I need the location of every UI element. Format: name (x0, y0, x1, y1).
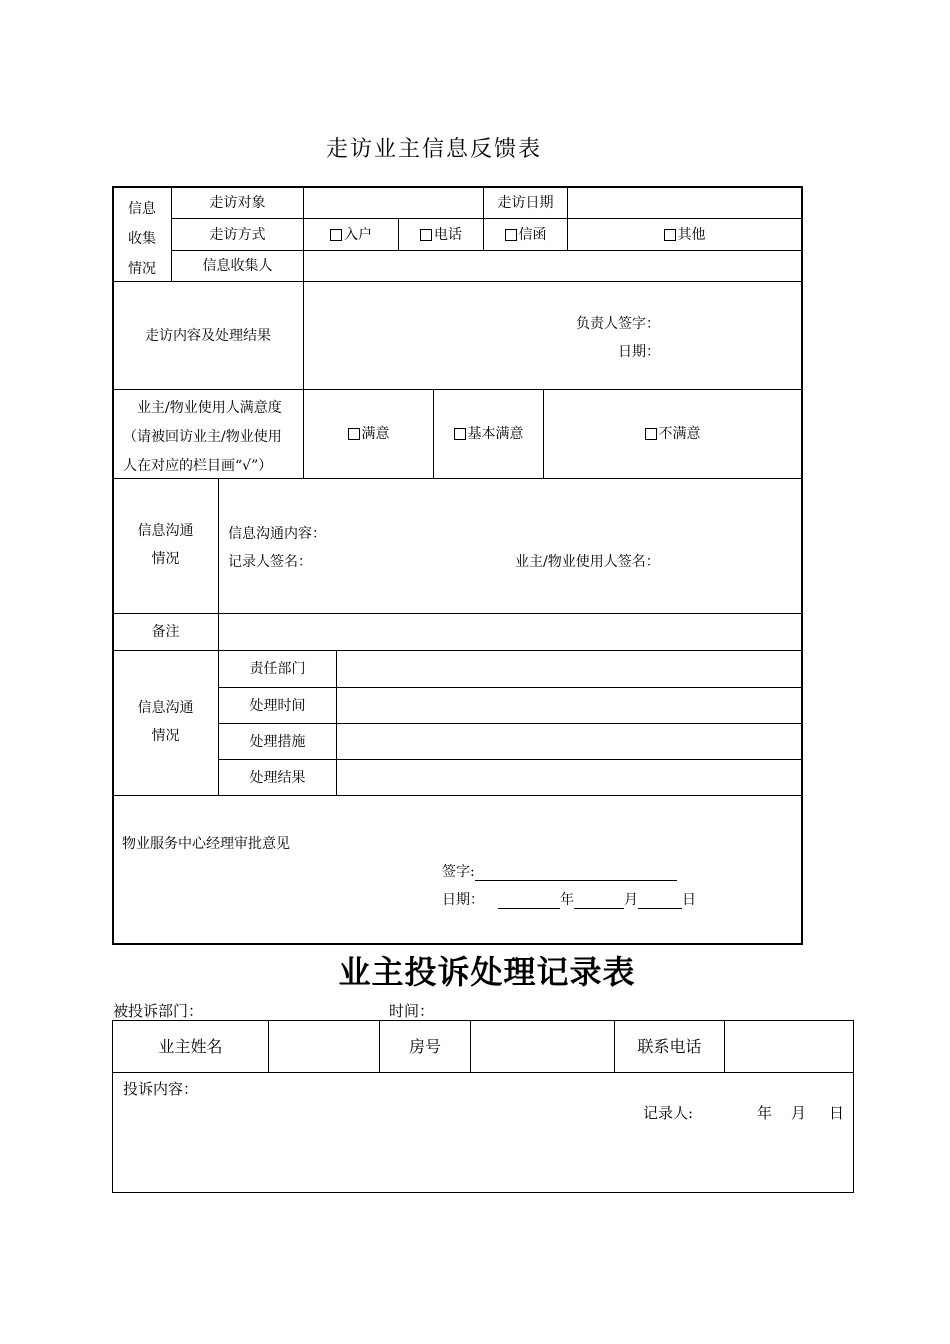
checkbox-icon (505, 229, 517, 241)
visit-date-input[interactable] (568, 187, 801, 218)
satisfied-checkbox[interactable]: 满意 (304, 390, 433, 478)
month-field[interactable] (574, 894, 624, 909)
visit-target-label: 走访对象 (209, 194, 266, 211)
complaint-day: 日 (829, 1104, 845, 1122)
remarks-label: 备注 (151, 624, 180, 640)
satisfaction-label: 业主/物业使用人满意度 （请被回访业主/物业使用 人在对应的栏目画“√”） (123, 400, 282, 474)
handling-time-input[interactable] (337, 688, 801, 723)
complaint-month: 月 (791, 1104, 807, 1122)
owner-name-input[interactable] (269, 1021, 379, 1072)
signature-field[interactable] (475, 866, 677, 881)
owner-sign-label: 业主/物业使用人签名： (515, 554, 660, 570)
complaint-dept-field[interactable] (203, 1005, 245, 1021)
handling-result-label: 处理结果 (249, 769, 306, 786)
responsible-dept-label: 责任部门 (249, 661, 306, 677)
handling-measures-input[interactable] (337, 724, 801, 759)
info-section-label: 信息 收集 情况 (128, 201, 156, 277)
checkbox-icon (454, 428, 466, 440)
handling-result-input[interactable] (337, 760, 801, 795)
method-home-checkbox[interactable]: 入户 (304, 219, 398, 250)
complaint-recorder-label: 记录人: (643, 1104, 694, 1122)
basically-satisfied-checkbox[interactable]: 基本满意 (434, 390, 543, 478)
comm-content-label: 信息沟通内容： (228, 526, 326, 542)
remarks-input[interactable] (219, 614, 801, 650)
collector-input[interactable] (304, 251, 801, 281)
comm-section-label: 信息沟通 情况 (137, 523, 194, 567)
visit-target-input[interactable] (304, 187, 483, 218)
responsible-dept-input[interactable] (337, 651, 801, 687)
method-letter-checkbox[interactable]: 信函 (484, 219, 567, 250)
complaint-time-field[interactable] (434, 1005, 504, 1021)
day-field[interactable] (638, 894, 682, 909)
year-field[interactable] (498, 894, 560, 909)
complaint-time-line: 时间： (389, 1000, 504, 1021)
owner-name-label: 业主姓名 (158, 1036, 223, 1056)
visit-method-label: 走访方式 (209, 226, 266, 243)
phone-label: 联系电话 (637, 1036, 702, 1056)
manager-sign-line: 签字: (442, 861, 677, 881)
form2-title: 业主投诉处理记录表 (338, 953, 636, 991)
complaint-content-label: 投诉内容： (123, 1080, 199, 1098)
content-date-label: 日期： (618, 344, 660, 360)
unsatisfied-checkbox[interactable]: 不满意 (544, 390, 801, 478)
checkbox-icon (420, 229, 432, 241)
manager-approval-area[interactable] (113, 796, 801, 943)
room-input[interactable] (471, 1021, 614, 1072)
form1-title: 走访业主信息反馈表 (325, 137, 542, 162)
manager-date-line: 日期： 年 月 日 (442, 892, 696, 908)
method-phone-checkbox[interactable]: 电话 (399, 219, 483, 250)
content-area[interactable] (304, 282, 801, 389)
checkbox-icon (330, 229, 342, 241)
complaint-content-area[interactable] (113, 1073, 853, 1192)
recorder-sign-label: 记录人签名： (228, 554, 312, 570)
phone-input[interactable] (725, 1021, 853, 1072)
checkbox-icon (645, 428, 657, 440)
content-label: 走访内容及处理结果 (145, 327, 271, 344)
complaint-dept-line: 被投诉部门： (113, 1000, 245, 1021)
checkbox-icon (664, 229, 676, 241)
comm-area[interactable] (219, 479, 801, 613)
handling-time-label: 处理时间 (249, 697, 306, 714)
supervisor-sign-label: 负责人签字： (576, 316, 660, 332)
room-label: 房号 (408, 1036, 441, 1056)
checkbox-icon (348, 428, 360, 440)
collector-label: 信息收集人 (202, 258, 273, 274)
handling-section-label: 信息沟通 情况 (137, 700, 194, 744)
visit-date-label: 走访日期 (497, 194, 554, 211)
method-other-checkbox[interactable]: 其他 (568, 219, 801, 250)
complaint-year: 年 (757, 1104, 773, 1122)
handling-measures-label: 处理措施 (249, 733, 306, 750)
manager-approval-label: 物业服务中心经理审批意见 (122, 836, 290, 852)
